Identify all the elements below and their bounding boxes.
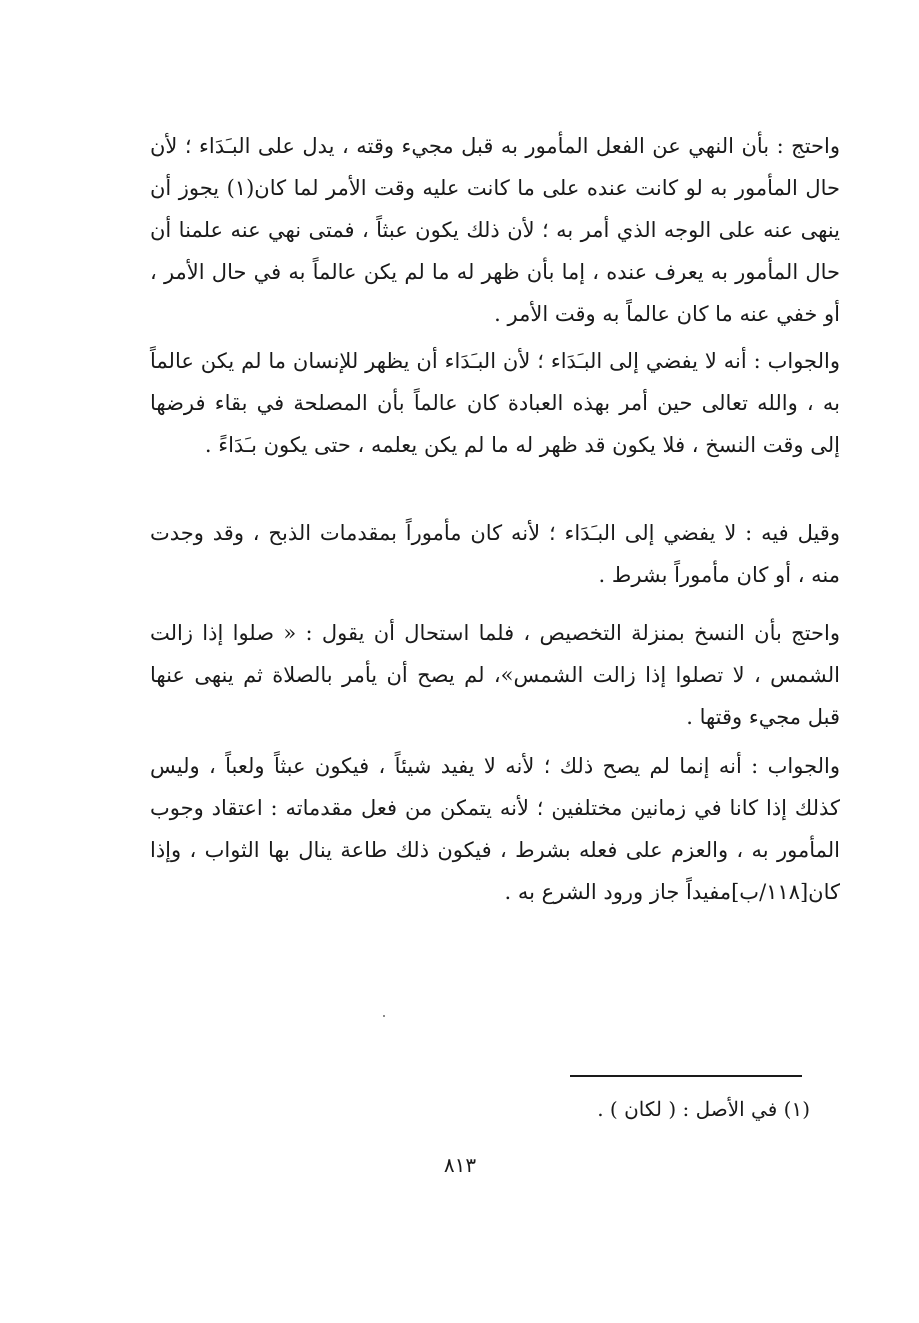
- paragraph-text: والجواب : أنه لا يفضي إلى البـَدَاء ؛ لأن البـَدَاء أن يظهر للإنسان ما لم يكن عالماً به ، والله تعالى حين أمر بهذه العبادة كان عالماً بأن المصلحة في بقاء فرضها إلى وقت النسخ ، فلا يكون قد ظهر له ما لم يكن يعلمه ، حتى يكون بـَدَاءً .: [150, 349, 840, 457]
- footnote-divider: [570, 1075, 802, 1077]
- scan-speck: [383, 1015, 385, 1017]
- footnote: (١) في الأصل : ( لكان ) .: [597, 1097, 810, 1121]
- paragraph-text: واحتج : بأن النهي عن الفعل المأمور به قبل مجيء وقته ، يدل على البـَدَاء ؛ لأن حال المأمور به لو كانت عنده على ما كانت عليه وقت الأمر لما كان(١) يجوز أن ينهى عنه على الوجه الذي أمر به ؛ لأن ذلك يكون عبثاً ، فمتى نهي عنه علمنا أن حال المأمور به يعرف عنده ، إما بأن ظهر له ما لم يكن عالماً به في حال الأمر ، أو خفي عنه ما كان عالماً به وقت الأمر .: [150, 134, 840, 326]
- paragraph-text: والجواب : أنه إنما لم يصح ذلك ؛ لأنه لا يفيد شيئاً ، فيكون عبثاً ولعباً ، وليس كذلك إذا كانا في زمانين مختلفين ؛ لأنه يتمكن من فعل مقدماته : اعتقاد وجوب المأمور به ، والعزم على فعله بشرط ، فيكون ذلك طاعة ينال بها الثواب ، وإذا كان[١١٨/ب]مفيداً جاز ورود الشرع به .: [150, 754, 840, 904]
- page-number: ٨١٣: [443, 1153, 477, 1177]
- paragraph-text: واحتج بأن النسخ بمنزلة التخصيص ، فلما استحال أن يقول : « صلوا إذا زالت الشمس ، لا تصلوا إذا زالت الشمس»، لم يصح أن يأمر بالصلاة ثم ينهى عنها قبل مجيء وقتها .: [150, 621, 840, 729]
- paragraph-text: وقيل فيه : لا يفضي إلى البـَدَاء ؛ لأنه كان مأموراً بمقدمات الذبح ، وقد وجدت منه ، أو كان مأموراً بشرط .: [150, 521, 840, 587]
- paragraph-3: [150, 512, 840, 596]
- paragraph-2: [150, 340, 840, 466]
- paragraph-4: [150, 612, 840, 738]
- paragraph-1: [150, 125, 840, 335]
- paragraph-5: [150, 745, 840, 913]
